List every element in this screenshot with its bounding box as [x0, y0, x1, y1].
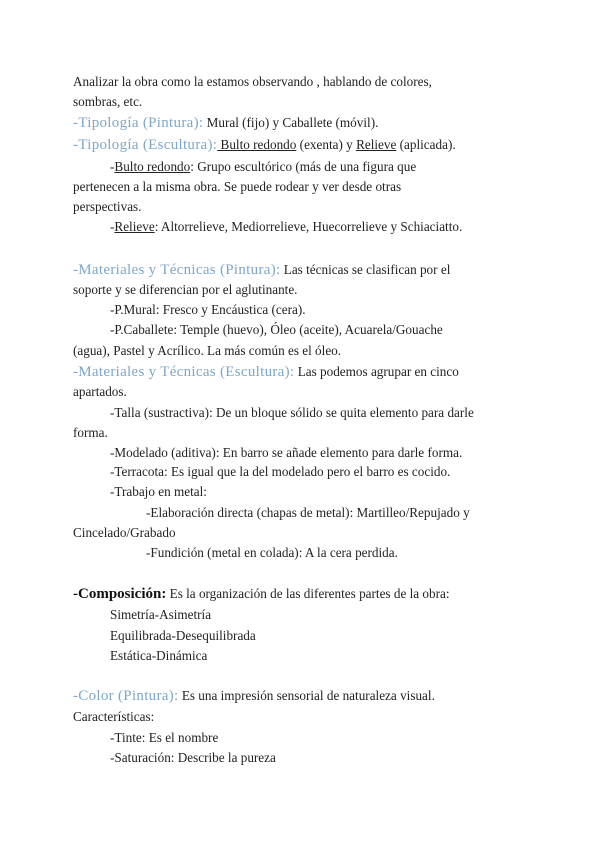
bulto-text: : Grupo escultórico (más de una figura que — [190, 159, 417, 174]
bulto-line-3: perspectivas. — [73, 199, 142, 214]
relieve-line — [110, 217, 462, 237]
terracota-line: -Terracota: Es igual que la del modelado pero el barro es cocido. — [110, 464, 451, 479]
materiales-pintura-line-2: soporte y se diferencian por el aglutinante. — [73, 282, 298, 297]
tipologia-escultura-mid: (exenta) y — [296, 137, 357, 152]
materiales-pintura-heading: -Materiales y Técnicas (Pintura): — [73, 262, 281, 278]
elaboracion-line: -Elaboración directa (chapas de metal): Martilleo/Repujado y — [146, 505, 470, 520]
pintura-mural-line: -P.Mural: Fresco y Encáustica (cera). — [110, 302, 306, 317]
intro-line-2: sombras, etc. — [73, 94, 143, 109]
tipologia-pintura-line — [73, 113, 378, 133]
bulto-redondo-term: Bulto redondo — [217, 137, 297, 152]
relieve-term-2: Relieve — [114, 219, 155, 234]
tipologia-escultura-line — [73, 135, 456, 155]
tipologia-escultura-heading: -Tipología (Escultura): — [73, 137, 218, 153]
bulto-prefix: - — [110, 159, 115, 174]
talla-line: -Talla (sustractiva): De un bloque sólido se quita elemento para darle — [110, 405, 474, 420]
color-line — [73, 686, 435, 706]
talla-line-2: forma. — [73, 425, 108, 440]
tipologia-escultura-end: (aplicada). — [396, 137, 456, 152]
composicion-text: Es la organización de las diferentes partes de la obra: — [166, 586, 450, 601]
tipologia-pintura-text: Mural (fijo) y Caballete (móvil). — [203, 115, 379, 130]
elaboracion-line-2: Cincelado/Grabado — [73, 525, 176, 540]
bulto-redondo-line — [110, 157, 416, 177]
composicion-line — [73, 584, 450, 604]
bulto-line-2: pertenecen a la misma obra. Se puede rodear y ver desde otras — [73, 179, 402, 194]
relieve-term: Relieve — [356, 137, 397, 152]
intro-line-1: Analizar la obra como la estamos observando , hablando de colores, — [73, 74, 432, 89]
composicion-item: Simetría-Asimetría — [110, 607, 212, 622]
color-text: Es una impresión sensorial de naturaleza visual. — [178, 688, 435, 703]
composicion-item: Estática-Dinámica — [110, 648, 208, 663]
relieve-text: : Altorrelieve, Mediorrelieve, Huecorrelieve y Schiaciatto. — [154, 219, 463, 234]
color-heading: -Color (Pintura): — [73, 688, 179, 704]
trabajo-metal-line: -Trabajo en metal: — [110, 484, 207, 499]
tinte-line: -Tinte: Es el nombre — [110, 730, 219, 745]
materiales-pintura-line — [73, 260, 450, 280]
materiales-escultura-text: Las podemos agrupar en cinco — [294, 364, 459, 379]
materiales-pintura-text: Las técnicas se clasifican por el — [280, 262, 451, 277]
materiales-escultura-heading: -Materiales y Técnicas (Escultura): — [73, 364, 295, 380]
caracteristicas-line: Características: — [73, 709, 155, 724]
composicion-heading: -Composición: — [73, 586, 167, 602]
pintura-caballete-line: -P.Caballete: Temple (huevo), Óleo (aceite), Acuarela/Gouache — [110, 322, 443, 337]
tipologia-pintura-heading: -Tipología (Pintura): — [73, 115, 204, 131]
materiales-escultura-line — [73, 362, 459, 382]
fundicion-line: -Fundición (metal en colada): A la cera perdida. — [146, 545, 398, 560]
pintura-caballete-line-2: (agua), Pastel y Acrílico. La más común es el óleo. — [73, 343, 342, 358]
modelado-line: -Modelado (aditiva): En barro se añade elemento para darle forma. — [110, 445, 463, 460]
composicion-item: Equilibrada-Desequilibrada — [110, 628, 256, 643]
bulto-term: Bulto redondo — [114, 159, 191, 174]
saturacion-line: -Saturación: Describe la pureza — [110, 750, 276, 765]
relieve-prefix: - — [110, 219, 115, 234]
materiales-escultura-line-2: apartados. — [73, 384, 127, 399]
